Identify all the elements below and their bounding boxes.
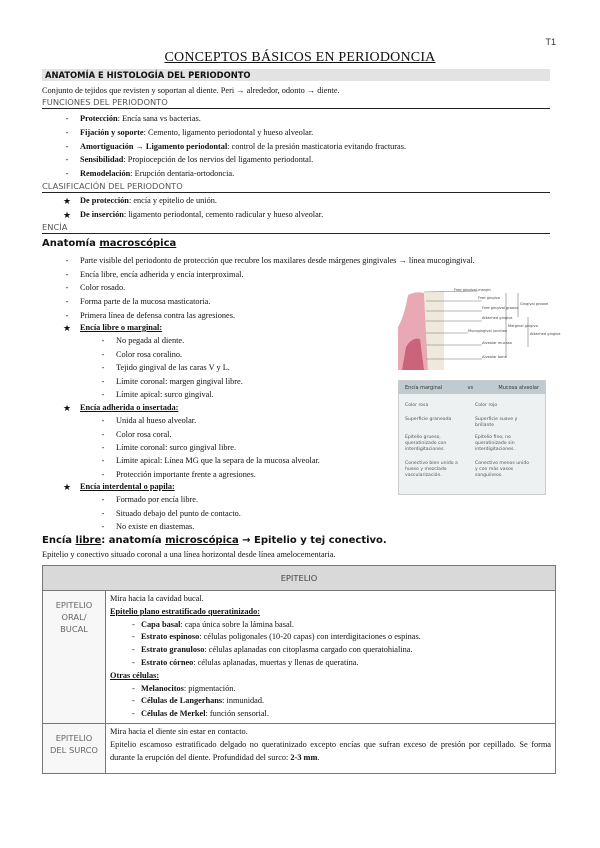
diagram-label: Alveolar bone bbox=[482, 355, 507, 359]
gingiva-diagram bbox=[398, 287, 561, 370]
item-text: : Cemento, ligamento periodontal y hueso alveolar. bbox=[143, 128, 314, 137]
list-item: - Color rosa coral. bbox=[101, 430, 172, 439]
funciones-heading: FUNCIONES DEL PERIODONTO bbox=[42, 97, 550, 109]
list-item bbox=[62, 210, 324, 220]
item-bold: Sensibilidad bbox=[80, 155, 124, 164]
list-item: - Fijación y soporte: Cemento, ligamento periodontal y hueso alveolar. bbox=[65, 128, 314, 137]
layer-item: - Estrato córneo: células aplanadas, muertas y llenas de queratina. bbox=[132, 657, 359, 667]
comparison-cell: Epitelio fino, no queratinizado sin interdigitaciones. bbox=[475, 435, 515, 452]
diagram-label: Mucogingival junction bbox=[468, 329, 508, 333]
table-header: EPITELIO bbox=[43, 566, 556, 591]
diagram-label: Free gingiva bbox=[478, 296, 500, 300]
comparison-cell: Color rosa bbox=[405, 403, 429, 408]
list-item: - Amortiguación → Ligamento periodontal: control de la presión masticatoria evitando fracturas. bbox=[65, 142, 407, 151]
cell-item: - Células de Merkel: función sensorial. bbox=[132, 709, 269, 719]
diagram-label: Gingival groove bbox=[520, 302, 549, 306]
list-item: - Sensibilidad: Propiocepción de los nervios del ligamento periodontal. bbox=[65, 155, 314, 164]
libre-title: ★ Encía libre o marginal: bbox=[80, 323, 162, 332]
list-item: - Límite apical: Línea MG que la separa de la mucosa alveolar. bbox=[101, 456, 320, 465]
epitelio-table bbox=[42, 565, 556, 774]
list-item: - Remodelación: Erupción dentaria-ortodoncia. bbox=[65, 169, 235, 178]
item-bold: Remodelación bbox=[80, 169, 131, 178]
interdental-title: ★ Encía interdental o papila: bbox=[80, 482, 175, 491]
list-item: - Forma parte de la mucosa masticatoria. bbox=[65, 297, 211, 306]
list-item: - Límite coronal: surco gingival libre. bbox=[101, 443, 237, 452]
list-item: - Encía libre, encía adherida y encía interproximal. bbox=[65, 270, 244, 279]
intro-text: Conjunto de tejidos que revisten y soportan al diente. Peri → alrededor, odonto → diente. bbox=[42, 86, 340, 95]
list-item: - No pegada al diente. bbox=[101, 336, 185, 345]
micro-intro: Epitelio y conectivo situado coronal a una línea horizontal desde línea amelocementaria. bbox=[42, 550, 336, 559]
comparison-cell: Superficie graneada bbox=[405, 417, 452, 422]
list-item: - Protección: Encía sana vs bacterias. bbox=[65, 114, 201, 123]
list-item: - Color rosado. bbox=[65, 283, 126, 292]
item-text: : Encía sana vs bacterias. bbox=[117, 114, 201, 123]
comparison-cell: Color rojo bbox=[475, 403, 498, 408]
item-bold: De inserción bbox=[80, 210, 124, 219]
row-label-oral: EPITELIO ORAL/ BUCAL bbox=[43, 591, 106, 724]
diagram-label: Free gingival margin bbox=[454, 288, 491, 292]
list-item: - Color rosa coralino. bbox=[101, 350, 183, 359]
diagram-label: Alveolar mucosa bbox=[482, 341, 512, 345]
list-item: - Formado por encía libre. bbox=[101, 495, 199, 504]
comparison-figure bbox=[398, 380, 546, 495]
row-content-surco bbox=[106, 723, 556, 773]
item-bold: Amortiguación → Ligamento periodontal bbox=[80, 142, 228, 151]
diagram-label: Marginal gingiva bbox=[508, 324, 538, 328]
comparison-cell: Superficie suave y brillante bbox=[475, 417, 518, 428]
list-item bbox=[62, 196, 217, 206]
clasificacion-heading: CLASIFICACIÓN DEL PERIODONTO bbox=[42, 181, 550, 193]
comparison-cell: Epitelio grueso, queratinizado con interdigitaciones. bbox=[405, 435, 447, 452]
layer-item: - Capa basal: capa única sobre la lámina basal. bbox=[132, 619, 295, 629]
item-text: : ligamento periodontal, cemento radicular y hueso alveolar. bbox=[123, 210, 324, 219]
list-item: - Protección importante frente a agresiones. bbox=[101, 470, 256, 479]
comparison-cell: Conectivo menos unido y con más vasos sanguíneos. bbox=[475, 461, 530, 478]
list-item: - Límite apical: surco gingival. bbox=[101, 390, 214, 399]
item-bold: Protección bbox=[80, 114, 118, 123]
list-item: - Situado debajo del punto de contacto. bbox=[101, 509, 241, 518]
row-content-oral bbox=[106, 591, 556, 724]
item-text: : Propiocepción de los nervios del ligamento periodontal. bbox=[123, 155, 314, 164]
star-icon: ★ bbox=[62, 323, 72, 333]
layer-item: - Estrato espinoso: células poligonales (10-20 capas) con interdigitaciones o espinas. bbox=[132, 632, 421, 642]
star-icon: ★ bbox=[62, 196, 72, 206]
comparison-header: Encía marginal vs Mucosa alveolar bbox=[399, 381, 545, 394]
list-item: - Límite coronal: margen gingival libre. bbox=[101, 377, 243, 386]
adherida-title: ★ Encía adherida o insertada: bbox=[80, 403, 178, 412]
list-item: - Unida al hueso alveolar. bbox=[101, 416, 197, 425]
page-number: T1 bbox=[545, 37, 556, 47]
page-title: CONCEPTOS BÁSICOS EN PERIODONCIA bbox=[164, 50, 436, 65]
list-item: - Primera línea de defensa contra las agresiones. bbox=[65, 311, 236, 320]
macro-title: Anatomía macroscópica bbox=[42, 238, 177, 249]
surco-line2: Epitelio escamoso estratificado delgado no queratinizado excepto encías que sufran exceso de presión por cepillado. Se forma durante la erupción del diente. Profundidad del surco: 2-3 mm. bbox=[110, 739, 551, 762]
otras-celulas: Otras células: bbox=[110, 670, 160, 680]
oral-estratificado: Epitelio plano estratificado queratinizado: bbox=[110, 606, 261, 616]
diagram-label: Attached gingiva bbox=[530, 332, 561, 336]
section-bar-anatomia: ANATOMÍA E HISTOLOGÍA DEL PERIODONTO bbox=[42, 69, 550, 81]
gingiva-diagram-svg bbox=[398, 287, 561, 370]
encia-heading: ENCÍA bbox=[42, 222, 550, 234]
list-item: - No existe en diastemas. bbox=[101, 522, 195, 531]
list-item: - Tejido gingival de las caras V y L. bbox=[101, 363, 230, 372]
star-icon: ★ bbox=[62, 210, 72, 220]
diagram-label: Free gingival groove bbox=[482, 306, 519, 310]
item-bold: De protección bbox=[80, 196, 129, 205]
star-icon: ★ bbox=[62, 482, 72, 492]
layer-item: - Estrato granuloso: células aplanadas con citoplasma cargado con queratohialina. bbox=[132, 645, 413, 655]
item-text: : encía y epitelio de unión. bbox=[128, 196, 217, 205]
list-item: - Parte visible del periodonto de protección que recubre los maxilares desde márgenes gingivales → línea mucogingival. bbox=[65, 256, 475, 265]
cell-item: - Células de Langerhans: inmunidad. bbox=[132, 696, 265, 706]
item-bold: Fijación y soporte bbox=[80, 128, 144, 137]
cell-item: - Melanocitos: pigmentación. bbox=[132, 683, 236, 693]
item-text: : control de la presión masticatoria evitando fracturas. bbox=[227, 142, 407, 151]
oral-line1: Mira hacia la cavidad bucal. bbox=[110, 594, 204, 603]
surco-line1: Mira hacia el diente sin estar en contacto. bbox=[110, 726, 248, 736]
comparison-cell: Conectivo bien unido a hueso y mezclado vascularización. bbox=[405, 461, 458, 478]
row-label-surco: EPITELIO DEL SURCO bbox=[43, 723, 106, 773]
micro-title: Encía libre: anatomía microscópica → Epitelio y tej conectivo. bbox=[42, 535, 387, 546]
diagram-label: Attached gingiva bbox=[482, 316, 513, 320]
star-icon: ★ bbox=[62, 403, 72, 413]
item-text: : Erupción dentaria-ortodoncia. bbox=[130, 169, 235, 178]
